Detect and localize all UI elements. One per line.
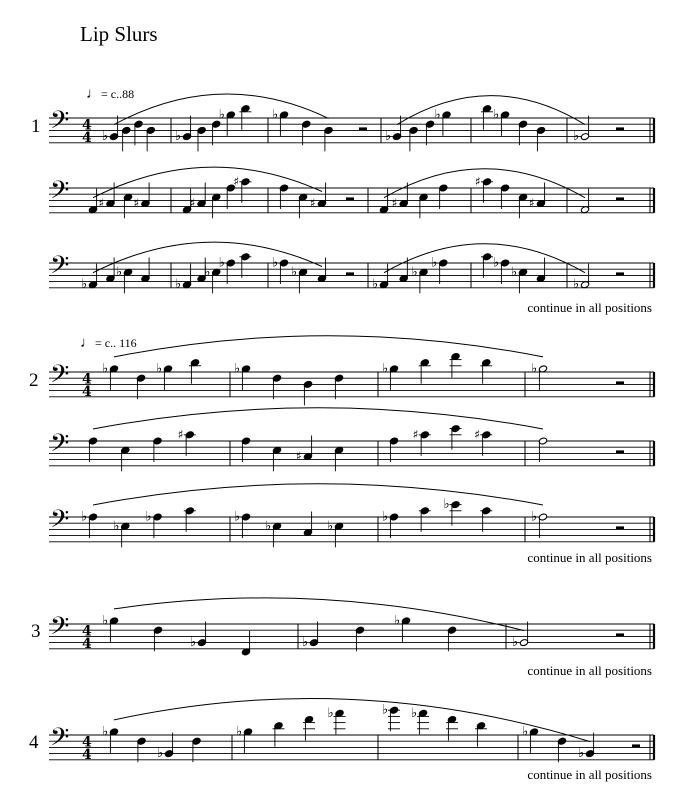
flat-icon: ♭ (382, 702, 389, 718)
exercise-number-3: 3 (31, 621, 41, 642)
quarter-note-icon: ♩ (86, 86, 101, 102)
sharp-icon: ♯ (98, 196, 105, 210)
continue-instruction-3: continue in all positions (527, 663, 652, 678)
time-signature-top: 4 (82, 734, 92, 751)
flat-icon: ♭ (234, 509, 241, 525)
flat-icon: ♭ (431, 255, 438, 271)
quarter-note-icon: ♩ (80, 335, 95, 351)
flat-icon: ♭ (234, 361, 241, 377)
flat-icon: ♭ (573, 129, 580, 145)
note (273, 722, 285, 747)
flat-icon: ♭ (578, 746, 585, 762)
sharp-icon: ♯ (233, 174, 240, 189)
bass-clef-icon: 𝄢 (50, 105, 70, 141)
flat-icon: ♭ (204, 264, 211, 280)
flat-icon: ♭ (175, 129, 182, 145)
flat-icon: ♭ (511, 264, 518, 280)
flat-icon: ♭ (272, 107, 279, 123)
flat-icon: ♭ (236, 724, 243, 740)
flat-icon: ♭ (382, 509, 389, 525)
sharp-icon: ♯ (296, 449, 302, 463)
time-signature-bottom: 4 (82, 746, 92, 763)
flat-icon: ♭ (218, 255, 225, 271)
sharp-icon: ♯ (189, 196, 196, 210)
continue-instruction-1: continue in all positions (527, 300, 652, 315)
note (475, 722, 487, 747)
time-signature-top: 4 (82, 623, 92, 640)
flat-icon: ♭ (265, 518, 272, 534)
sharp-icon: ♯ (529, 196, 535, 210)
flat-icon: ♭ (156, 361, 163, 377)
note (192, 737, 201, 762)
flat-icon: ♭ (411, 264, 418, 280)
flat-icon: ♭ (218, 107, 225, 123)
flat-icon: ♭ (493, 255, 500, 271)
flat-icon: ♭ (434, 107, 441, 123)
flat-icon: ♭ (145, 509, 152, 525)
sharp-icon: ♯ (412, 427, 419, 442)
flat-icon: ♭ (291, 264, 298, 280)
flat-icon: ♭ (102, 129, 109, 145)
sharp-icon: ♯ (177, 427, 184, 442)
note (557, 737, 566, 762)
sharp-icon: ♯ (474, 427, 481, 442)
exercise-number-2: 2 (29, 370, 39, 391)
note (137, 737, 146, 762)
note (522, 724, 539, 753)
flat-icon: ♭ (113, 518, 120, 534)
note (328, 706, 346, 735)
bass-clef-icon: 𝄢 (50, 250, 70, 286)
sharp-icon: ♯ (391, 196, 398, 210)
note (446, 715, 458, 740)
note (411, 706, 429, 735)
note (102, 724, 119, 753)
bass-clef-icon: 𝄢 (50, 359, 70, 395)
time-signature-top: 4 (82, 371, 92, 388)
flat-icon: ♭ (443, 497, 450, 513)
flat-icon: ♭ (175, 277, 182, 293)
flat-icon: ♭ (102, 361, 109, 377)
continue-instruction-4: continue in all positions (527, 767, 652, 782)
note (157, 733, 174, 762)
flat-icon: ♭ (81, 509, 88, 525)
flat-icon: ♭ (573, 277, 580, 293)
exercise-number-1: 1 (31, 116, 41, 137)
time-signature-bottom: 4 (82, 129, 92, 146)
note (303, 715, 315, 740)
time-signature-top: 4 (82, 117, 92, 134)
flat-icon: ♭ (272, 255, 279, 271)
flat-icon: ♭ (81, 277, 88, 293)
flat-icon: ♭ (394, 613, 401, 629)
flat-icon: ♭ (522, 724, 529, 740)
rest (632, 744, 640, 747)
exercise-number-4: 4 (29, 732, 39, 753)
flat-icon: ♭ (382, 361, 389, 377)
flat-icon: ♭ (102, 613, 109, 629)
continue-instruction-2: continue in all positions (527, 550, 652, 565)
flat-icon: ♭ (102, 724, 109, 740)
flat-icon: ♭ (327, 705, 334, 721)
bass-clef-icon: 𝄢 (50, 611, 70, 647)
flat-icon: ♭ (531, 509, 538, 525)
bass-clef-icon: 𝄢 (50, 504, 70, 540)
flat-icon: ♭ (157, 746, 164, 762)
sharp-icon: ♯ (475, 174, 481, 189)
flat-icon: ♭ (411, 705, 418, 721)
flat-icon: ♭ (302, 635, 309, 651)
flat-icon: ♭ (116, 264, 123, 280)
bass-clef-icon: 𝄢 (50, 428, 70, 464)
flat-icon: ♭ (190, 635, 197, 651)
bass-clef-icon: 𝄢 (50, 722, 70, 758)
time-signature-bottom: 4 (82, 383, 92, 400)
tempo-text: = c..88 (101, 87, 135, 101)
time-signature-bottom: 4 (82, 635, 92, 652)
sharp-icon: ♯ (310, 196, 316, 210)
flat-icon: ♭ (493, 107, 500, 123)
note (578, 733, 595, 762)
flat-icon: ♭ (512, 635, 519, 651)
tempo-text: = c.. 116 (95, 336, 137, 350)
bass-clef-icon: 𝄢 (50, 175, 70, 211)
sharp-icon: ♯ (133, 196, 140, 210)
flat-icon: ♭ (372, 277, 379, 293)
flat-icon: ♭ (327, 518, 334, 534)
note (382, 703, 400, 732)
flat-icon: ♭ (531, 361, 538, 377)
page-title: Lip Slurs (80, 22, 158, 46)
flat-icon: ♭ (385, 129, 392, 145)
note (236, 724, 253, 753)
